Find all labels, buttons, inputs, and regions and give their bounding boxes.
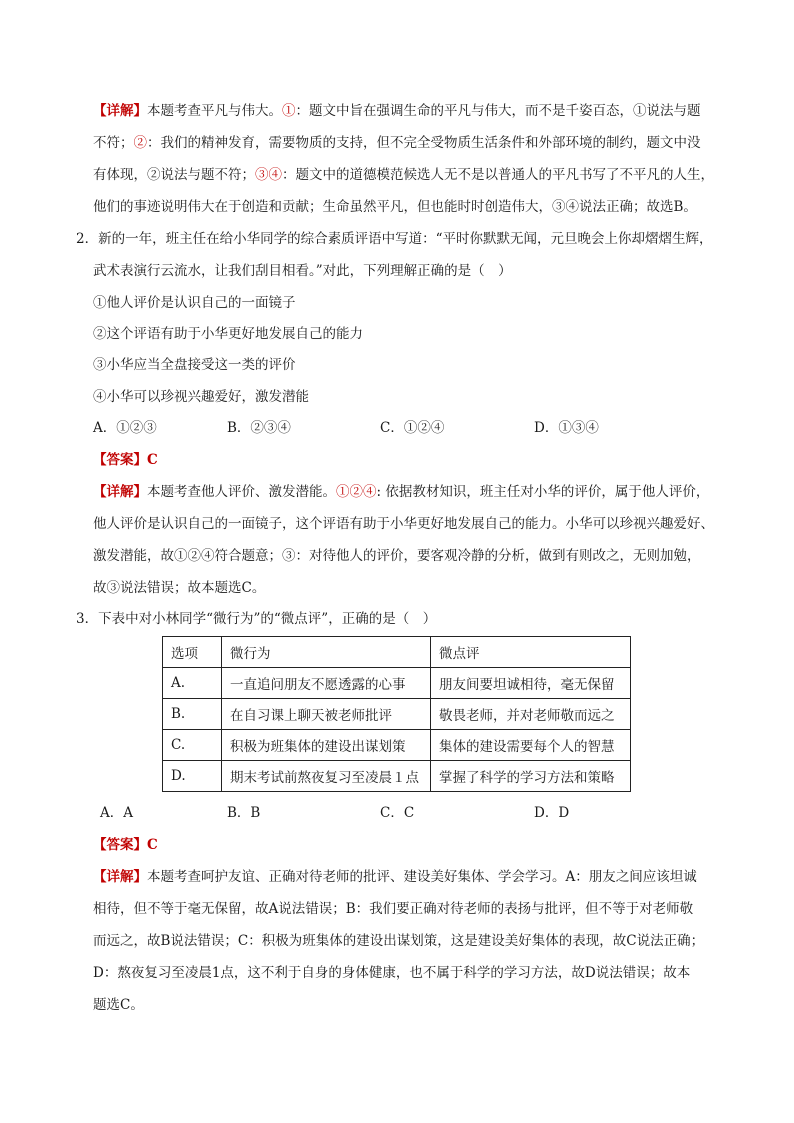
q3-detail-line-1 <box>93 867 697 887</box>
text: ：题文中的道德模范候选人无不是以普通人的平凡书写了不平凡的人生， <box>282 167 714 183</box>
table-cell: 掌握了科学的学习方法和策略 <box>431 761 631 792</box>
q2-detail-line-3: 激发潜能，故①②④符合题意；③：对待他人的评价，要客观冷静的分析，做到有则改之，无则加勉， <box>93 548 701 564</box>
answer-value: C <box>147 837 158 853</box>
q3-option-d: D．D <box>534 805 570 821</box>
table-cell: 敬畏老师，并对老师敬而远之 <box>431 699 631 730</box>
q3-detail-line-2: 相待，但不等于毫无保留，故A说法错误；B：我们要正确对待老师的表扬与批评，但不等于对老师敬 <box>93 901 694 917</box>
q1-detail-line-4: 他们的事迹说明伟大在于创造和贡献；生命虽然平凡，但也能时时创造伟大，③④说法正确；故选B。 <box>93 199 697 215</box>
q1-detail-line-3 <box>93 165 714 185</box>
q3-option-c: C．C <box>380 805 415 821</box>
table-cell: 一直追问朋友不愿透露的心事 <box>222 668 431 699</box>
q2-option-c: C．①②④ <box>380 420 445 436</box>
detail-tag: 【详解】 <box>93 869 147 885</box>
detail-tag: 【详解】 <box>93 103 147 119</box>
q1-detail-line-2 <box>93 133 701 153</box>
q2-item-4: ④小华可以珍视兴趣爱好，激发潜能 <box>93 389 309 405</box>
table-row <box>163 730 631 761</box>
table-cell: B. <box>163 699 222 730</box>
table-row <box>163 761 631 792</box>
text: 有体现，②说法与题不符； <box>93 167 255 183</box>
q1-detail-line-1 <box>93 101 701 121</box>
q3-answer <box>93 835 158 855</box>
q2-answer <box>93 450 158 470</box>
text: 本题考查他人评价、激发潜能。 <box>147 484 336 500</box>
table-cell: 在自习课上聊天被老师批评 <box>222 699 431 730</box>
highlight: ② <box>133 135 147 151</box>
table-cell: 集体的建设需要每个人的智慧 <box>431 730 631 761</box>
q3-detail-line-5: 题选C。 <box>93 997 144 1013</box>
q2-item-1: ①他人评价是认识自己的一面镜子 <box>93 295 296 311</box>
q2-stem-line-2: 武术表演行云流水，让我们刮目相看。”对此，下列理解正确的是（ ） <box>93 263 512 279</box>
q2-option-b: B．②③④ <box>227 420 291 436</box>
highlight: ① <box>282 103 296 119</box>
q2-stem-line-1: 2．新的一年，班主任在给小华同学的综合素质评语中写道：“平时你默默无闻，元旦晚会上你却熠熠生辉， <box>76 231 713 247</box>
text: : 依据教材知识，班主任对小华的评价，属于他人评价， <box>376 484 710 500</box>
text: 本题考查平凡与伟大。 <box>147 103 282 119</box>
q2-item-3: ③小华应当全盘接受这一类的评价 <box>93 357 296 373</box>
q2-option-a: A．①②③ <box>93 420 157 436</box>
table-cell: 积极为班集体的建设出谋划策 <box>222 730 431 761</box>
detail-tag: 【详解】 <box>93 484 147 500</box>
table-cell: A. <box>163 668 222 699</box>
q3-stem: 3．下表中对小林同学“微行为”的“微点评”，正确的是（ ） <box>76 611 437 627</box>
text: 本题考查呵护友谊、正确对待老师的批评、建设美好集体、学会学习。A：朋友之间应该坦诚 <box>147 869 697 885</box>
table-cell: 期末考试前熬夜复习至凌晨１点 <box>222 761 431 792</box>
table-row <box>163 668 631 699</box>
highlight: ③④ <box>255 167 282 183</box>
table-cell: 朋友间要坦诚相待，毫无保留 <box>431 668 631 699</box>
table-row <box>163 699 631 730</box>
text: ：题文中旨在强调生命的平凡与伟大，而不是千姿百态，①说法与题 <box>295 103 701 119</box>
table-header-cell: 微点评 <box>431 637 631 668</box>
q3-table <box>162 636 631 792</box>
answer-tag: 【答案】 <box>93 837 147 853</box>
table-header-cell: 微行为 <box>222 637 431 668</box>
q3-option-b: B．B <box>227 805 261 821</box>
q3-detail-line-4: D：熬夜复习至凌晨1点，这不利于自身的身体健康，也不属于科学的学习方法，故D说法错误；故本 <box>93 965 691 981</box>
q3-detail-line-3: 而远之，故B说法错误；C：积极为班集体的建设出谋划策，这是建设美好集体的表现，故C说法正确； <box>93 933 705 949</box>
q2-detail-line-1 <box>93 482 709 502</box>
highlight: ①②④ <box>336 484 377 500</box>
q2-item-2: ②这个评语有助于小华更好地发展自己的能力 <box>93 326 363 342</box>
answer-value: C <box>147 452 158 468</box>
q2-detail-line-2: 他人评价是认识自己的一面镜子，这个评语有助于小华更好地发展自己的能力。小华可以珍视兴趣爱好、 <box>93 516 714 532</box>
table-cell: C. <box>163 730 222 761</box>
q2-detail-line-4: 故③说法错误；故本题选C。 <box>93 580 266 596</box>
table-header-row <box>163 637 631 668</box>
text: 不符； <box>93 135 134 151</box>
q3-option-a: A．A <box>100 805 133 821</box>
text: ：我们的精神发育，需要物质的支持，但不完全受物质生活条件和外部环境的制约，题文中没 <box>147 135 701 151</box>
table-header-cell: 选项 <box>163 637 222 668</box>
q2-option-d: D．①③④ <box>534 420 599 436</box>
table-cell: D. <box>163 761 222 792</box>
answer-tag: 【答案】 <box>93 452 147 468</box>
